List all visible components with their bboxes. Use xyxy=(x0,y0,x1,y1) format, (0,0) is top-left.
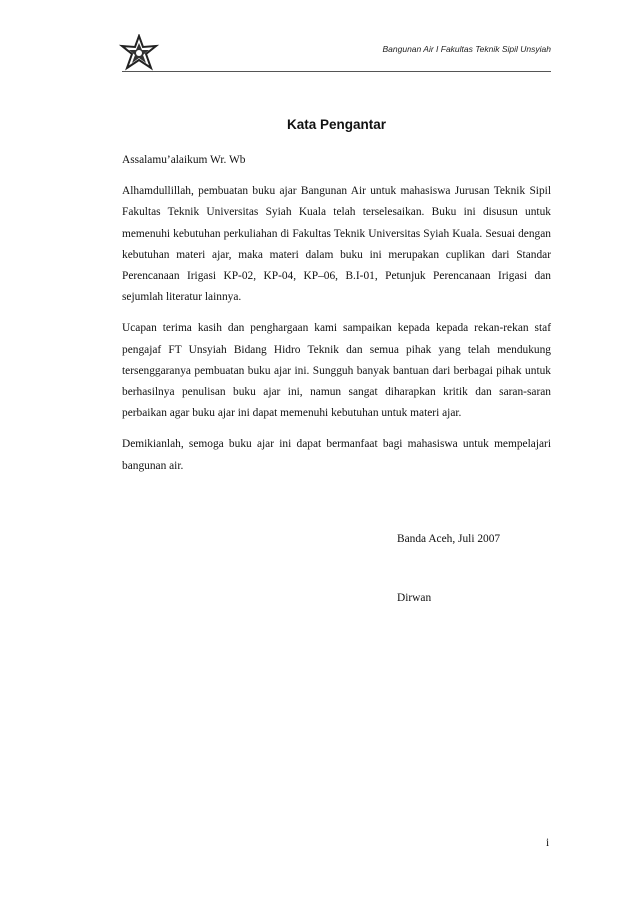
page-title: Kata Pengantar xyxy=(286,117,387,132)
paragraph-thanks: Ucapan terima kasih dan penghargaan kami sampaikan kepada kepada rekan-rekan staf pengajaf FT Unsyiah Bidang Hidro Teknik dan semua pihak yang telah mendukung tersenggaranya pembuatan buku ajar ini. Sungguh banyak bantuan dari berbagai pihak untuk berhasilnya penulisan buku ajar ini, namun sangat diharapkan kritik dan saran-saran perbaikan agar buku ajar ini dapat memenuhi kebutuhan untuk materi ajar. xyxy=(122,322,551,420)
header-divider xyxy=(122,71,551,72)
paragraph-intro: Alhamdullillah, pembuatan buku ajar Bangunan Air untuk mahasiswa Jurusan Teknik Sipil Fakultas Teknik Universitas Syiah Kuala telah terselesaikan. Buku ini disusun untuk memenuhi kebutuhan perkuliahan di Fakultas Teknik Universitas Syiah Kuala. Sesuai dengan kebutuhan materi ajar, maka materi dalam buku ini merupakan cuplikan dari Standar Perencanaan Irigasi KP-02, KP-04, KP–06, B.I-01, Petunjuk Perencanaan Irigasi dan sejumlah literatur lainnya. xyxy=(122,185,551,304)
signature-name: Dirwan xyxy=(397,592,432,604)
document-body xyxy=(122,150,551,487)
running-header: Bangunan Air I Fakultas Teknik Sipil Unsyiah xyxy=(382,44,551,54)
signature-place-date: Banda Aceh, Juli 2007 xyxy=(397,533,501,545)
greeting: Assalamu’alaikum Wr. Wb xyxy=(122,154,246,166)
page-number: i xyxy=(546,837,550,849)
university-seal-icon xyxy=(118,34,160,72)
paragraph-closing: Demikianlah, semoga buku ajar ini dapat bermanfaat bagi mahasiswa untuk mempelajari bangunan air. xyxy=(122,438,551,472)
